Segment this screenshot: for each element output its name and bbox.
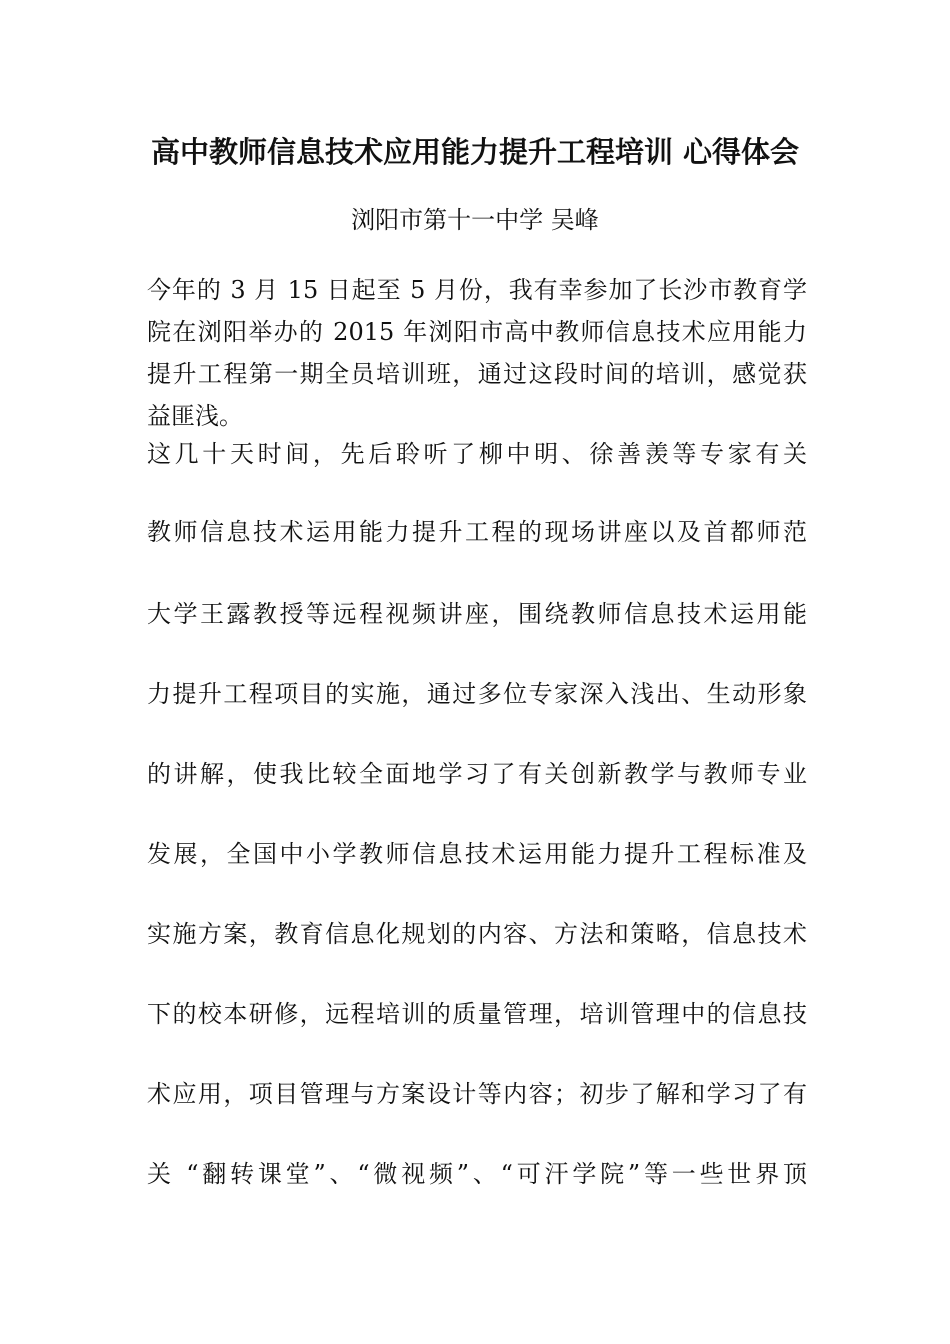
paragraph2-line: 实施方案，教育信息化规划的内容、方法和策略，信息技术 (147, 920, 807, 948)
paragraph1-line: 院在浏阳举办的 2015 年浏阳市高中教师信息技术应用能力 (147, 318, 807, 346)
paragraph2-line: 的讲解，使我比较全面地学习了有关创新教学与教师专业 (147, 760, 807, 788)
paragraph2-line: 力提升工程项目的实施，通过多位专家深入浅出、生动形象 (147, 680, 807, 708)
document-author: 浏阳市第十一中学 吴峰 (351, 206, 599, 234)
paragraph1-line: 今年的 3 月 15 日起至 5 月份，我有幸参加了长沙市教育学 (147, 276, 807, 304)
paragraph2-line: 下的校本研修，远程培训的质量管理，培训管理中的信息技 (147, 1000, 807, 1028)
paragraph2-line: 教师信息技术运用能力提升工程的现场讲座以及首都师范 (147, 518, 807, 546)
paragraph2-line: 关 “翻转课堂”、“微视频”、“可汗学院”等一些世界顶 (147, 1160, 807, 1188)
paragraph2-line: 发展，全国中小学教师信息技术运用能力提升工程标准及 (147, 840, 807, 868)
paragraph2-line: 术应用，项目管理与方案设计等内容；初步了解和学习了有 (147, 1080, 807, 1108)
paragraph1-line: 益匪浅。 (147, 402, 243, 430)
paragraph1-line: 提升工程第一期全员培训班，通过这段时间的培训，感觉获 (147, 360, 807, 388)
paragraph2-line: 大学王露教授等远程视频讲座，围绕教师信息技术运用能 (147, 600, 807, 628)
paragraph2-line: 这几十天时间，先后聆听了柳中明、徐善羡等专家有关 (147, 440, 807, 468)
document-title: 高中教师信息技术应用能力提升工程培训 心得体会 (150, 135, 800, 169)
